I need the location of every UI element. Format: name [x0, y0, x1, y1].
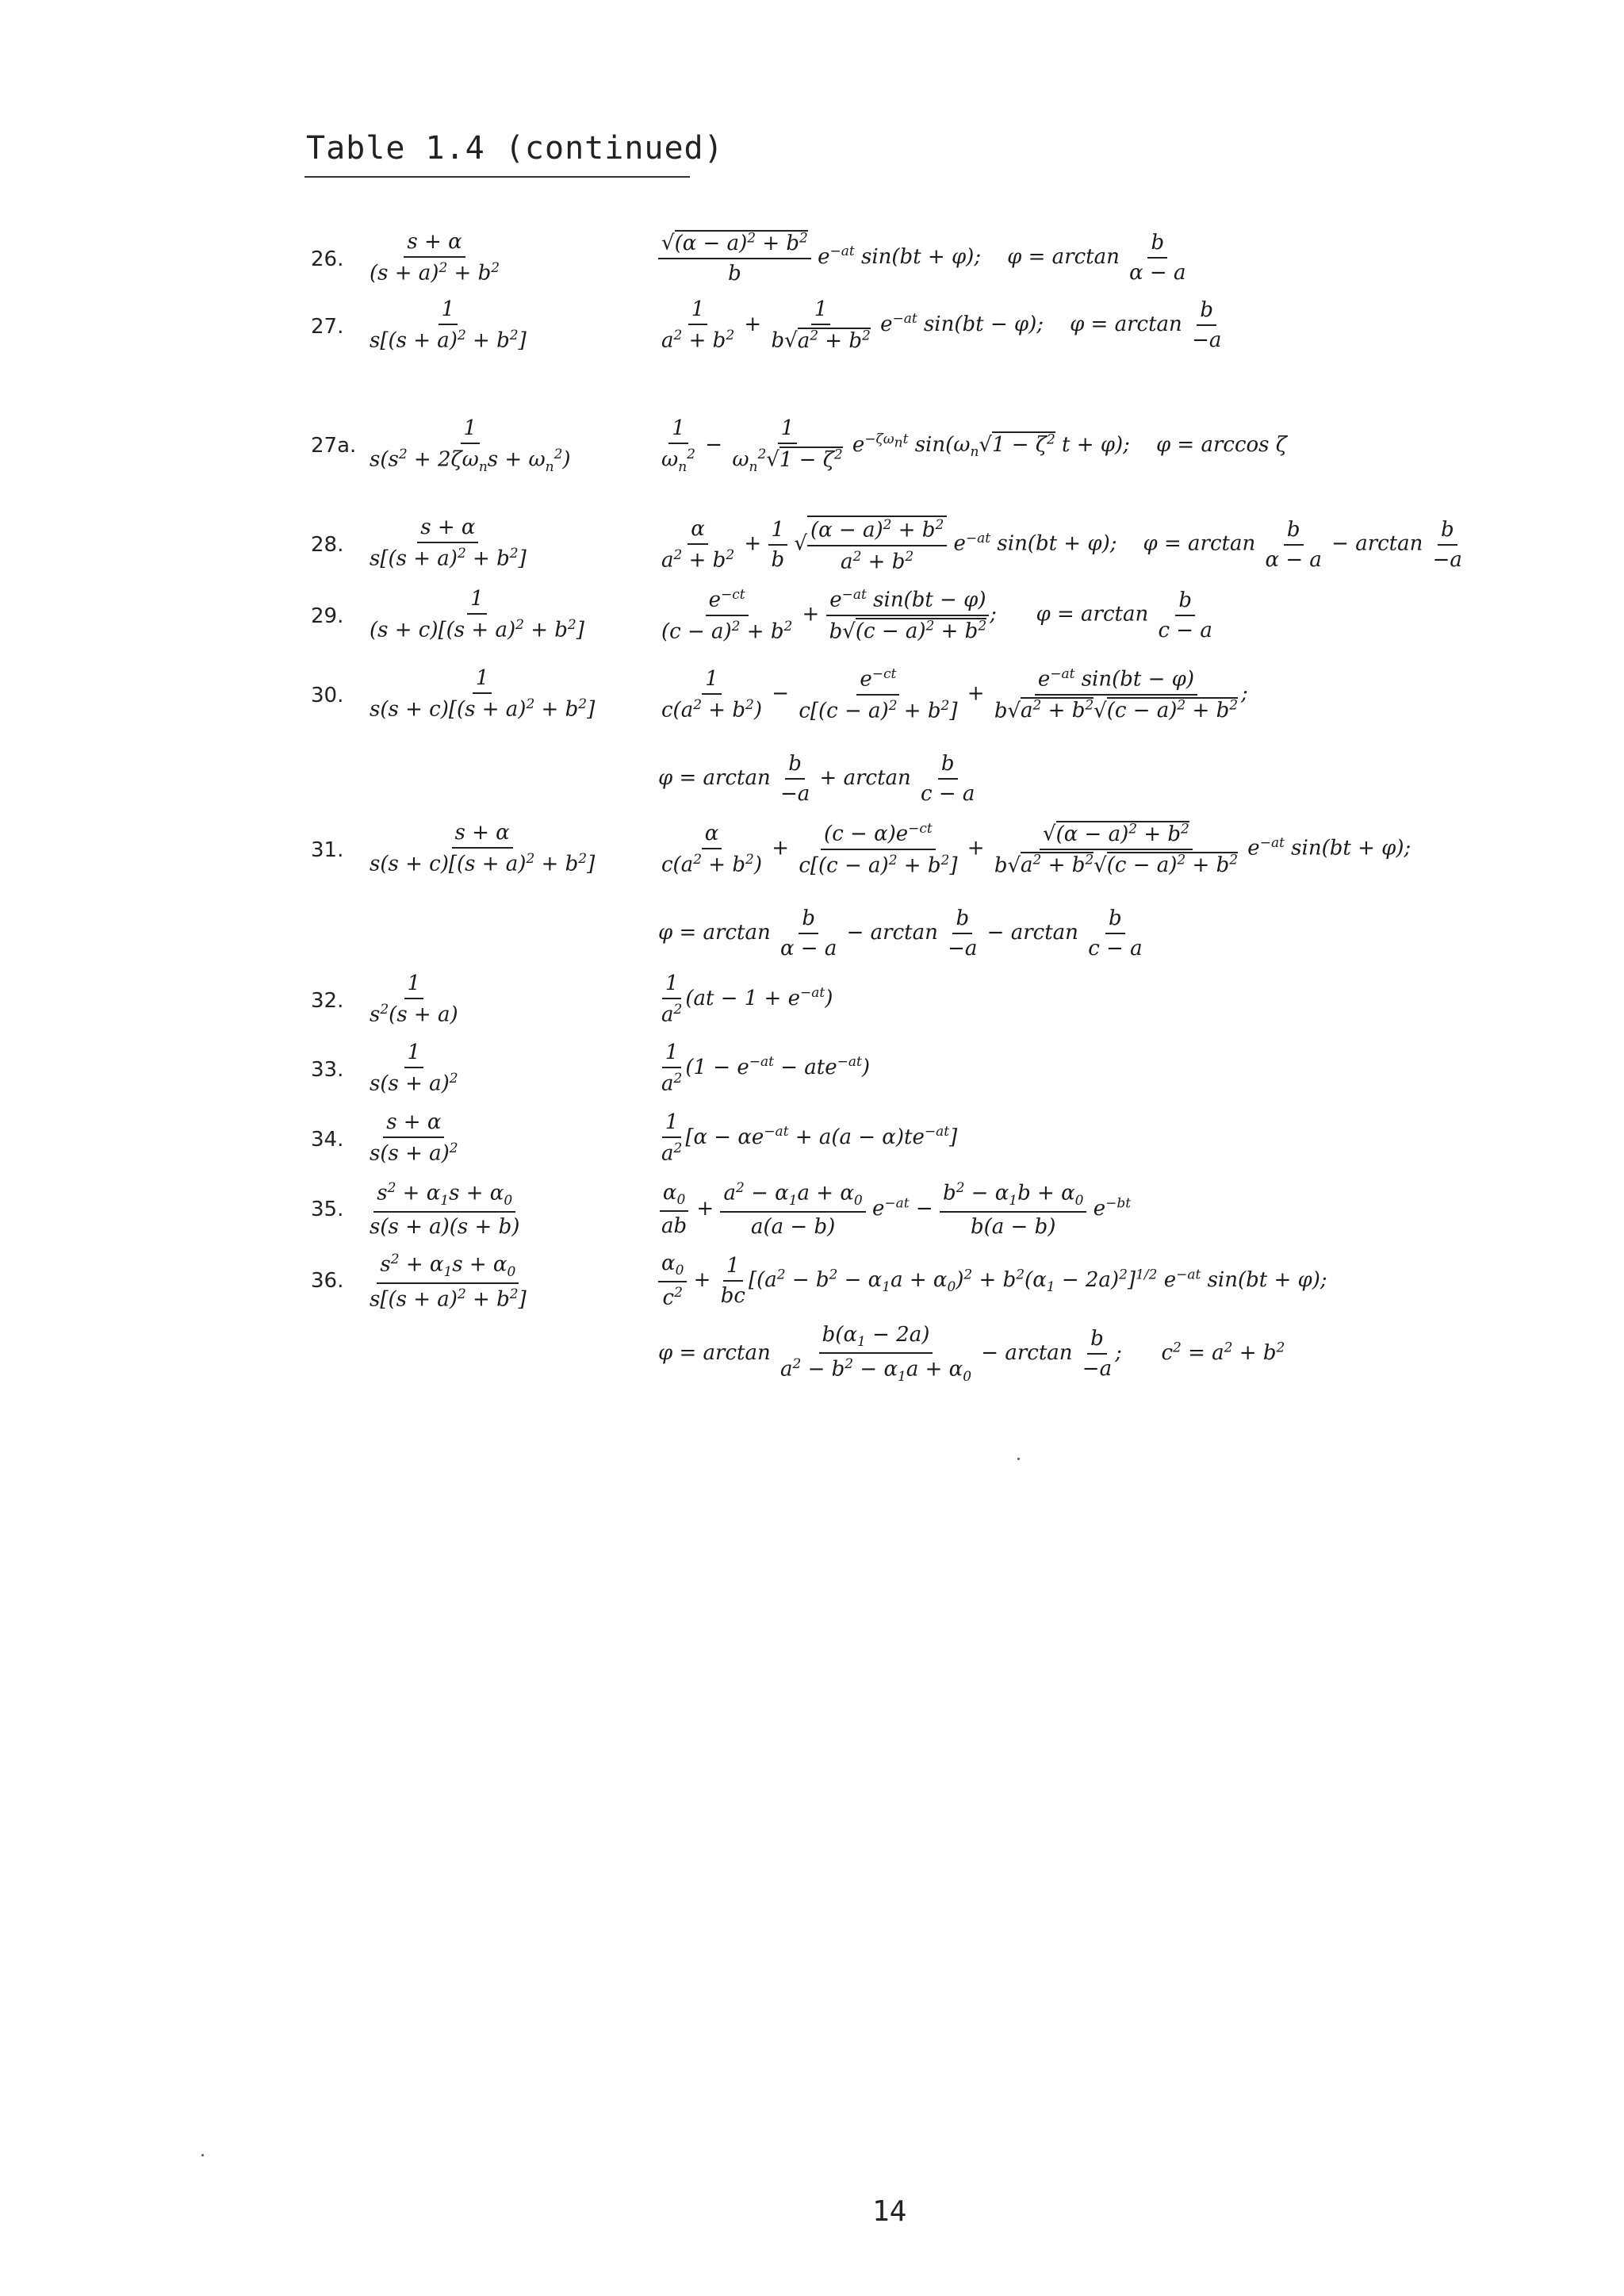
entry-number: 27a.	[311, 434, 357, 458]
laplace-transform: $\frac{1}{s^2(s + a)}$	[370, 972, 458, 1027]
time-function: $\frac{e^{-ct}}{(c - a)^2 + b^2}$ + $\frac{e^{-at} \sin(bt - \varphi)}{b√(c - a)^2 + b^2}$ ; φ = arctan $\frac{b}{c - a}$	[661, 587, 1212, 644]
laplace-transform: $\frac{1}{s(s + a)^2}$	[370, 1041, 458, 1096]
laplace-transform: $\frac{s + \alpha}{s[(s + a)^2 + b^2]}$	[370, 516, 527, 571]
laplace-transform: $\frac{1}{s(s^2 + 2\zeta\omega_ns + \omega_n^2)}$	[370, 416, 571, 475]
time-function: $\frac{1}{c(a^2 + b^2)}$ − $\frac{e^{-ct}}{c[(c - a)^2 + b^2]}$ + $\frac{e^{-at} \sin(bt - \varphi)}{b√a^2 + b^2√(c - a)^2 + b^2}$ ;	[661, 666, 1248, 723]
entry-number: 34.	[311, 1128, 344, 1152]
scan-speck	[201, 2154, 204, 2156]
time-function-phase: φ = arctan $\frac{b(\alpha_1 - 2a)}{a^2 - b^2 - \alpha_1a + \alpha_0}$ − arctan $\frac{b}{-a}$ ; $c^2 = a^2 + b^2$	[658, 1323, 1285, 1386]
time-function: $\frac{\alpha}{c(a^2 + b^2)}$ + $\frac{(c - \alpha)e^{-ct}}{c[(c - a)^2 + b^2]}$ + $\frac{√(\alpha - a)^2 + b^2}{b√a^2 + b^2√(c - a)^2 + b^2}$ $e^{-at}$ sin(bt + φ);	[661, 821, 1411, 878]
laplace-transform: $\frac{s^2 + \alpha_1s + \alpha_0}{s[(s + a)^2 + b^2]}$	[370, 1251, 527, 1312]
time-function: $\frac{√(\alpha - a)^2 + b^2}{b}$ $e^{-at}$ sin(bt + φ); φ = arctan $\frac{b}{\alpha - a}$	[658, 230, 1189, 286]
time-function: $\frac{1}{a^2 + b^2}$ + $\frac{1}{b√a^2 + b^2}$ $e^{-at}$ sin(bt − φ); φ = arctan $\frac{b}{-a}$	[661, 297, 1222, 353]
entry-number: 33.	[311, 1058, 344, 1082]
time-function: $\frac{\alpha}{a^2 + b^2}$ + $\frac{1}{b}$ √ $\frac{(\alpha - a)^2 + b^2}{a^2 + b^2}$ $e^{-at}$ sin(bt + φ); φ = arctan $\frac{b}{\alpha - a}$ − arctan $\frac{b}{-a}$	[661, 516, 1462, 574]
time-function: $\frac{1}{a^2}$ $[\alpha - \alpha e^{-at} + a(a - \alpha)te^{-at}]$	[661, 1110, 958, 1166]
entry-number: 36.	[311, 1269, 344, 1293]
laplace-transform: $\frac{s + \alpha}{(s + a)^2 + b^2}$	[370, 230, 500, 286]
time-function-phase: φ = arctan $\frac{b}{-a}$ + arctan $\frac{b}{c - a}$	[658, 752, 975, 806]
entry-number: 32.	[311, 989, 344, 1013]
entry-number: 26.	[311, 247, 344, 271]
laplace-transform: $\frac{s + \alpha}{s(s + a)^2}$	[370, 1110, 458, 1166]
entry-number: 30.	[311, 684, 344, 707]
time-function: $\frac{\alpha_0}{ab}$ + $\frac{a^2 - \alpha_1a + \alpha_0}{a(a - b)}$ $e^{-at}$ − $\frac{b^2 - \alpha_1b + \alpha_0}{b(a - b)}$ $e^{-bt}$	[658, 1180, 1131, 1239]
time-function: $\frac{1}{a^2}$ $(at - 1 + e^{-at})$	[661, 972, 833, 1027]
page-number: 14	[872, 2195, 907, 2228]
entry-number: 29.	[311, 604, 344, 628]
entry-number: 31.	[311, 838, 344, 862]
time-function-phase: φ = arctan $\frac{b}{\alpha - a}$ − arctan $\frac{b}{-a}$ − arctan $\frac{b}{c - a}$	[658, 907, 1143, 960]
laplace-transform: $\frac{1}{(s + c)[(s + a)^2 + b^2]}$	[370, 587, 584, 642]
entry-number: 27.	[311, 315, 344, 339]
laplace-transform: $\frac{1}{s(s + c)[(s + a)^2 + b^2]}$	[370, 666, 596, 722]
laplace-transform: $\frac{s^2 + \alpha_1s + \alpha_0}{s(s + a)(s + b)}$	[370, 1180, 520, 1239]
entry-number: 35.	[311, 1198, 344, 1221]
page-title: Table 1.4 (continued)	[306, 130, 724, 167]
laplace-transform: $\frac{1}{s[(s + a)^2 + b^2]}$	[370, 297, 527, 353]
laplace-transform: $\frac{s + \alpha}{s(s + c)[(s + a)^2 + b^2]}$	[370, 821, 596, 876]
time-function: $\frac{1}{\omega_n^2}$ − $\frac{1}{\omega_n^2√1 - \zeta^2}$ $e^{-\zeta\omega_nt}$ $\sin(\omega_n√1 - \zeta^2$ t + φ); φ = arccos ζ	[661, 416, 1287, 475]
entry-number: 28.	[311, 533, 344, 557]
time-function: $\frac{1}{a^2}$ $(1 - e^{-at} - ate^{-at})$	[661, 1041, 870, 1096]
time-function: $\frac{\alpha_0}{c^2}$ + $\frac{1}{bc}$ $[(a^2 - b^2 - \alpha_1a + \alpha_0)^2 + b^2(\alpha_1 - 2a)^2]^{1/2}$ $e^{-at}$ sin(bt + φ);	[658, 1251, 1327, 1310]
title-underline	[304, 176, 690, 178]
scan-speck	[1017, 1458, 1020, 1460]
